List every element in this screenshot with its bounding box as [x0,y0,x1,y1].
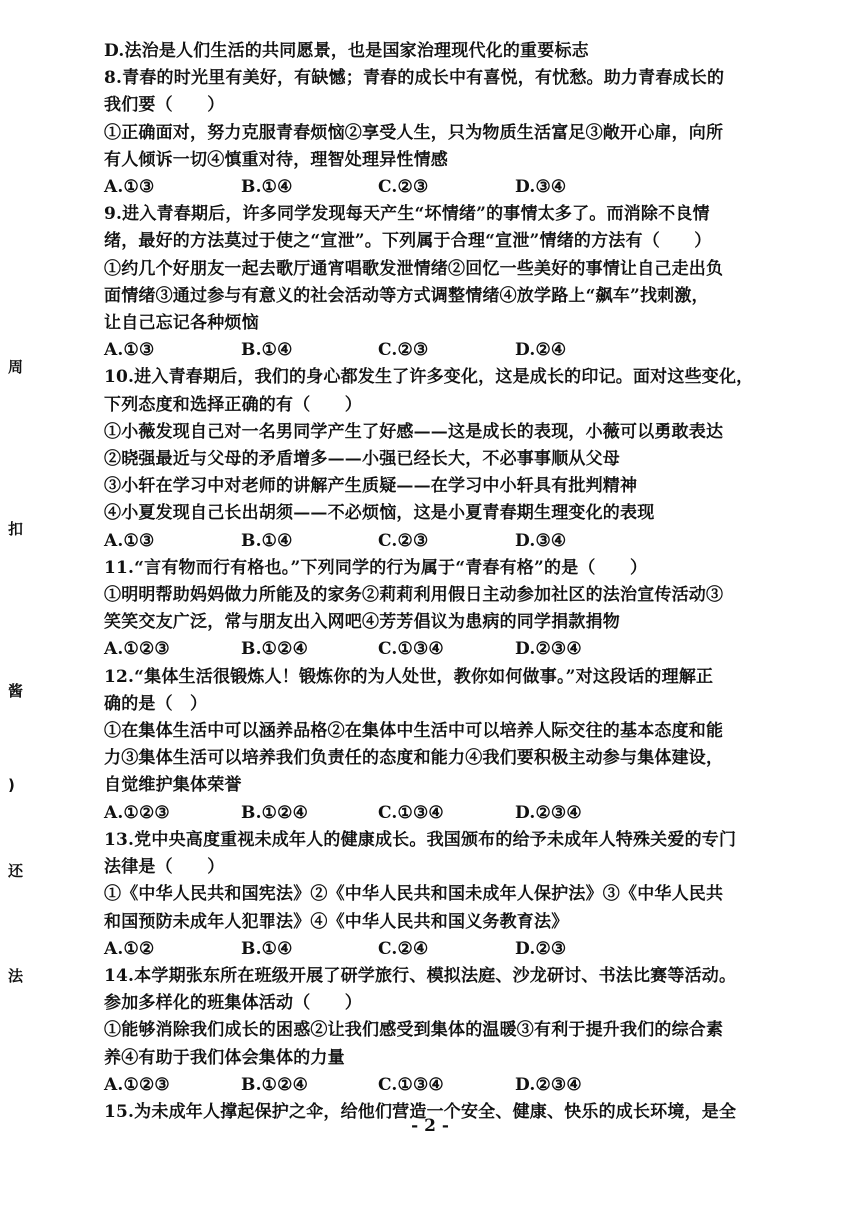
text-line: 下列态度和选择正确的有（ ） [104,394,362,415]
answer-option: B.①④ [241,340,293,361]
margin-mark: 法 [8,967,24,985]
text-line: 自觉维护集体荣誉 [104,775,242,796]
text-line: ①约几个好朋友一起去歌厅通宵唱歌发泄情绪②回忆一些美好的事情让自己走出负 [104,258,724,279]
answer-option: D.②③④ [515,639,582,660]
text-line: ①在集体生活中可以涵养品格②在集体中生活中可以培养人际交往的基本态度和能 [104,721,724,742]
margin-mark: 还 [8,862,24,880]
text-line: ②晓强最近与父母的矛盾增多——小强已经长大，不必事事顺从父母 [104,449,620,470]
answer-option: D.③④ [515,530,567,551]
text-line: ①能够消除我们成长的困惑②让我们感受到集体的温暖③有利于提升我们的综合素 [104,1020,724,1041]
text-line: ①《中华人民共和国宪法》②《中华人民共和国未成年人保护法》③《中华人民共 [104,884,724,905]
text-line: 让自己忘记各种烦恼 [104,313,259,334]
answer-options [104,337,734,364]
text-line: 绪，最好的方法莫过于使之“宣泄”。下列属于合理“宣泄”情绪的方法有（ ） [104,231,712,252]
text-line: 9.进入青春期后，许多同学发现每天产生“坏情绪”的事情太多了。而消除不良情 [104,204,710,225]
answer-option: B.①②④ [241,639,309,660]
answer-option: B.①④ [241,530,293,551]
text-line: D.法治是人们生活的共同愿景，也是国家治理现代化的重要标志 [104,41,589,61]
text-line: 13.党中央高度重视未成年人的健康成长。我国颁布的给予未成年人特殊关爱的专门 [104,829,737,850]
answer-option: A.①②③ [104,1074,170,1095]
text-line: 14.本学期张东所在班级开展了研学旅行、模拟法庭、沙龙研讨、书法比赛等活动。 [104,965,737,986]
answer-options [104,800,734,827]
text-line: 参加多样化的班集体活动（ ） [104,993,362,1014]
answer-option: C.①③④ [378,802,444,823]
answer-option: A.①③ [104,177,155,198]
text-line: 11.“言有物而行有格也。”下列同学的行为属于“青春有格”的是（ ） [104,557,648,578]
text-line: 10.进入青春期后，我们的身心都发生了许多变化，这是成长的印记。面对这些变化， [104,367,754,388]
answer-option: A.①③ [104,530,155,551]
answer-options [104,636,734,663]
answer-option: C.②③ [378,177,429,198]
page-number: - 2 - [411,1116,449,1136]
answer-option: D.②④ [515,340,567,361]
text-line: ①正确面对，努力克服青春烦恼②享受人生，只为物质生活富足③敞开心扉，向所 [104,122,724,143]
text-line: 我们要（ ） [104,95,225,116]
answer-option: B.①④ [241,938,293,959]
text-line: 养④有助于我们体会集体的力量 [104,1047,345,1068]
margin-mark: 扣 [8,520,24,538]
text-line: 确的是（ ） [104,693,208,714]
text-line: 面情绪③通过参与有意义的社会活动等方式调整情绪④放学路上“飙车”找刺激， [104,285,709,306]
text-line: 15.为未成年人撑起保护之伞，给他们营造一个安全、健康、快乐的成长环境，是全 [104,1101,737,1122]
margin-mark: 周 [8,358,24,376]
answer-option: A.①② [104,938,155,959]
answer-option: D.②③④ [515,802,582,823]
answer-option: C.②④ [378,938,429,959]
answer-option: D.②③④ [515,1074,582,1095]
text-line: 力③集体生活可以培养我们负责任的态度和能力④我们要积极主动参与集体建设， [104,748,724,769]
answer-options [104,528,734,555]
text-line: 8.青春的时光里有美好，有缺憾；青春的成长中有喜悦，有忧愁。助力青春成长的 [104,68,725,89]
text-line: 和国预防未成年人犯罪法》④《中华人民共和国义务教育法》 [104,911,569,932]
text-line: 法律是（ ） [104,857,225,878]
text-line: ③小轩在学习中对老师的讲解产生质疑——在学习中小轩具有批判精神 [104,476,638,497]
answer-option: B.①②④ [241,1074,309,1095]
answer-options [104,936,734,963]
answer-option: C.②③ [378,340,429,361]
answer-option: B.①④ [241,177,293,198]
answer-option: D.②③ [515,938,567,959]
text-line: ①明明帮助妈妈做力所能及的家务②莉莉利用假日主动参加社区的法治宣传活动③ [104,585,724,606]
answer-option: A.①③ [104,340,155,361]
answer-option: D.③④ [515,177,567,198]
text-line: 有人倾诉一切④慎重对待，理智处理异性情感 [104,149,448,170]
answer-option: C.②③ [378,530,429,551]
text-line: 笑笑交友广泛，常与朋友出入网吧④芳芳倡议为患病的同学捐款捐物 [104,612,620,633]
answer-option: B.①②④ [241,802,309,823]
margin-mark: 酱 [8,682,24,700]
text-line: 12.“集体生活很锻炼人！锻炼你的为人处世，教你如何做事。”对这段话的理解正 [104,666,714,687]
question-content [104,38,754,1126]
answer-option: C.①③④ [378,639,444,660]
text-line: ①小薇发现自己对一名男同学产生了好感——这是成长的表现，小薇可以勇敢表达 [104,421,724,442]
text-line: ④小夏发现自己长出胡须——不必烦恼，这是小夏青春期生理变化的表现 [104,503,655,524]
answer-option: A.①②③ [104,639,170,660]
answer-options [104,174,734,201]
answer-options [104,1072,734,1099]
answer-option: A.①②③ [104,802,170,823]
margin-mark: ) [8,776,15,794]
answer-option: C.①③④ [378,1074,444,1095]
